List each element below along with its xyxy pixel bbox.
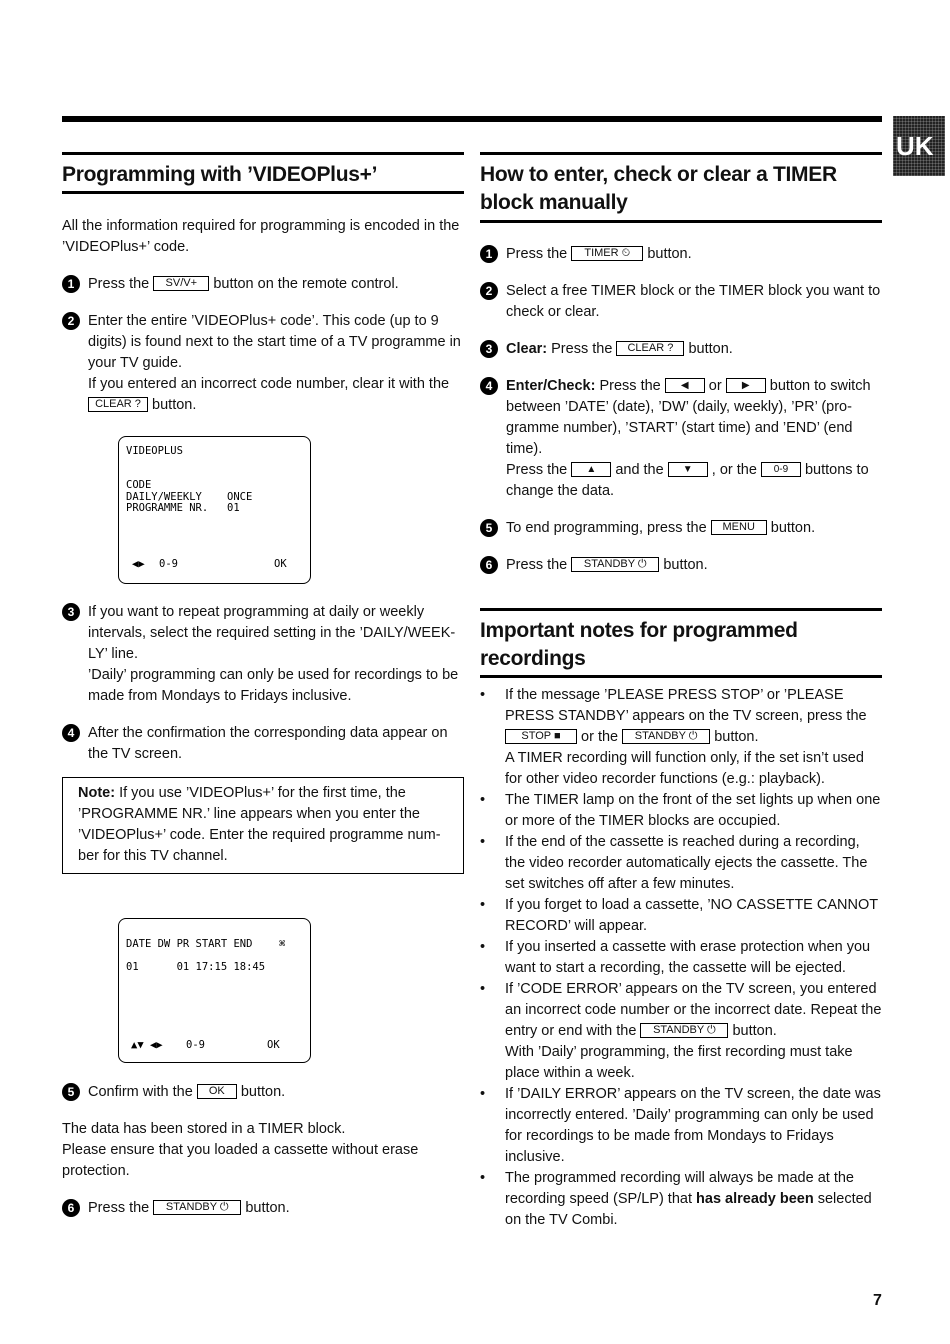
- screen-code-label: CODE: [126, 479, 152, 491]
- step-number: 2: [62, 312, 80, 330]
- section-heading-videoplus: Programming with ’VIDEOPlus+’: [62, 152, 464, 194]
- note-text: button.: [732, 1023, 777, 1039]
- step-text: Press the: [506, 246, 568, 262]
- note-text: If the message ’PLEASE PRESS STOP’ or ’PLEASE PRESS STANDBY’ appears on the TV screen, press the: [505, 687, 867, 724]
- step-number: 4: [62, 724, 80, 742]
- note-text: The programmed recording will always be made at the recording speed (SP/LP) that: [505, 1170, 854, 1207]
- right-arrow-key: ▶: [726, 378, 766, 393]
- step-text: button.: [688, 341, 733, 357]
- list-item: • If you inserted a cassette with erase protection when you want to start a recording, the cassette will be ejected.: [480, 937, 882, 979]
- step-text: button to switch between ’DATE’ (date), ’DW’ (daily, weekly), ’PR’ (pro-gramme number), ’START’ (start time) and ’END’ (end time).: [506, 378, 871, 457]
- screen-programme-label: PROGRAMME NR.: [126, 502, 209, 514]
- stop-key: STOP ■: [505, 729, 577, 744]
- step-text: button.: [663, 557, 708, 573]
- step-text: button on the remote control.: [213, 276, 399, 292]
- step-text: Press the: [506, 557, 568, 573]
- screen-arrows: ▲▼ ◀▶: [131, 1039, 163, 1051]
- clear-key: CLEAR ?: [616, 341, 684, 356]
- step-text: Press the: [88, 1200, 150, 1216]
- step-number: 6: [62, 1199, 80, 1217]
- step-1: [62, 274, 464, 295]
- standby-key: STANDBY ⏻: [622, 729, 710, 744]
- step-label: Clear:: [506, 341, 548, 357]
- page-number: 7: [873, 1292, 882, 1309]
- step-2: [62, 311, 464, 416]
- step-text: Enter the entire ’VIDEOPlus+ code’. This code (up to 9 digits) is found next to the start time of a TV programme in your TV guide.: [88, 313, 461, 371]
- list-item: • The TIMER lamp on the front of the set lights up when one or more of the TIMER blocks are occupied.: [480, 790, 882, 832]
- cassette-icon: ⌘: [279, 938, 286, 950]
- top-rule: [62, 116, 882, 122]
- step-5: [62, 1082, 464, 1103]
- note-bold-text: has already been: [696, 1191, 814, 1207]
- timer-step-5: [480, 518, 882, 539]
- step-text: Press the: [88, 276, 150, 292]
- screen-ok: OK: [274, 558, 287, 570]
- step-number: 3: [480, 340, 498, 358]
- screen-daily-value: ONCE: [227, 491, 253, 503]
- note-label: Note:: [78, 785, 116, 801]
- section-heading-timer: How to enter, check or clear a TIMER block manually: [480, 152, 882, 223]
- note-text: or the: [581, 729, 619, 745]
- menu-key: MENU: [711, 520, 767, 535]
- step-number: 4: [480, 377, 498, 395]
- screen-header: DATE DW PR START END: [126, 938, 253, 950]
- timer-step-2: [480, 281, 882, 323]
- step-text: Press the: [506, 462, 568, 478]
- step-text: Select a free TIMER block or the TIMER block you want to check or clear.: [506, 283, 881, 320]
- screen-row: 01 01 17:15 18:45: [126, 961, 266, 973]
- step-text: Press the: [599, 378, 661, 394]
- step-text: If you entered an incorrect code number, clear it with the: [88, 376, 450, 392]
- section-heading-notes: Important notes for programmed recordings: [480, 608, 882, 678]
- step-text: button.: [245, 1200, 290, 1216]
- screen-daily-label: DAILY/WEEKLY: [126, 491, 202, 503]
- timer-step-6: [480, 555, 882, 576]
- step-6: [62, 1198, 464, 1219]
- step-text: , or the: [711, 462, 757, 478]
- step-text: or: [708, 378, 722, 394]
- number-key: 0-9: [761, 462, 801, 477]
- step-text: button.: [647, 246, 692, 262]
- screen-ok: OK: [267, 1039, 280, 1051]
- left-arrow-key: ◀: [665, 378, 705, 393]
- clear-key: CLEAR ?: [88, 397, 148, 412]
- note-text: button.: [714, 729, 759, 745]
- step-4: [62, 723, 464, 765]
- step-text: button.: [152, 397, 197, 413]
- list-item: • If you forget to load a cassette, ’NO CASSETTE CANNOT RECORD’ will appear.: [480, 895, 882, 937]
- step-number: 3: [62, 603, 80, 621]
- standby-key: STANDBY ⏻: [640, 1023, 728, 1038]
- note-text: If you use ’VIDEOPlus+’ for the first time, the ’PROGRAMME NR.’ line appears when you enter the ’VIDEOPlus+’ code. Enter the required programme num-ber for this TV channel.: [78, 785, 441, 864]
- down-arrow-key: ▼: [668, 462, 708, 477]
- step-text: After the confirmation the corresponding data appear on the TV screen.: [88, 725, 448, 762]
- screen-arrows: ◀▶: [132, 558, 145, 570]
- screen-title: VIDEOPLUS: [126, 445, 183, 457]
- tv-screen-videoplus: [118, 436, 311, 584]
- step-text: buttons to change the data.: [506, 462, 869, 499]
- timer-key: TIMER ⏲: [571, 246, 643, 261]
- timer-step-1: [480, 244, 882, 265]
- timer-step-3: [480, 339, 882, 360]
- step-label: Enter/Check:: [506, 378, 596, 394]
- step-text: and the: [615, 462, 664, 478]
- step-text: button.: [770, 520, 816, 536]
- note-box: [62, 777, 464, 874]
- note-text: With ’Daily’ programming, the first recording must take place within a week.: [505, 1044, 853, 1081]
- step-number: 5: [480, 519, 498, 537]
- standby-key: STANDBY ⏻: [571, 557, 659, 572]
- step-text: ’Daily’ programming can only be used for recordings to be made from Mondays to Fridays inclusive.: [88, 667, 459, 704]
- list-item: • If ’DAILY ERROR’ appears on the TV screen, the date was incorrectly entered. ’Daily’ programming can only be used for recordings to be made from Mondays to Fridays inclusive.: [480, 1084, 882, 1168]
- step-number: 1: [62, 275, 80, 293]
- language-tab: UK: [893, 116, 945, 176]
- note-text: selected on the TV Combi.: [505, 1191, 872, 1228]
- screen-programme-value: 01: [227, 502, 240, 514]
- list-item: [480, 979, 882, 1084]
- list-item: [480, 685, 882, 790]
- step-3: [62, 602, 464, 707]
- step-number: 5: [62, 1083, 80, 1101]
- notes-list: [480, 685, 882, 1231]
- ok-key: OK: [197, 1084, 237, 1099]
- right-column: [480, 152, 882, 1231]
- intro-text: All the information required for programming is encoded in the ’VIDEOPlus+’ code.: [62, 218, 460, 255]
- stored-text: The data has been stored in a TIMER block.: [62, 1121, 346, 1137]
- step-text: Confirm with the: [88, 1084, 193, 1100]
- left-column: [62, 152, 464, 1219]
- timer-step-4: [480, 376, 882, 502]
- ensure-text: Please ensure that you loaded a cassette without erase protection.: [62, 1142, 419, 1179]
- step-text: If you want to repeat programming at daily or weekly intervals, select the required setting in the ’DAILY/WEEK-LY’ line.: [88, 604, 456, 662]
- step-text: To end programming, press the: [506, 520, 707, 536]
- step-number: 1: [480, 245, 498, 263]
- step-text: Press the: [551, 341, 613, 357]
- step-number: 6: [480, 556, 498, 574]
- list-item: • If the end of the cassette is reached during a recording, the video recorder automatically ejects the cassette. The set switches off after a few minutes.: [480, 832, 882, 895]
- sv-v-plus-key: SV/V+: [153, 276, 209, 291]
- standby-key: STANDBY ⏻: [153, 1200, 241, 1215]
- step-number: 2: [480, 282, 498, 300]
- up-arrow-key: ▲: [571, 462, 611, 477]
- tv-screen-timer: [118, 918, 311, 1063]
- note-text: If ’CODE ERROR’ appears on the TV screen, you entered an incorrect code number or the incorrect date. Repeat the entry or end with the: [505, 981, 882, 1039]
- step-text: button.: [240, 1084, 286, 1100]
- screen-keys: 0-9: [186, 1039, 205, 1051]
- note-text: A TIMER recording will function only, if the set isn’t used for other video recorder functions (e.g.: playback).: [505, 750, 864, 787]
- list-item: [480, 1168, 882, 1231]
- screen-keys: 0-9: [159, 558, 178, 570]
